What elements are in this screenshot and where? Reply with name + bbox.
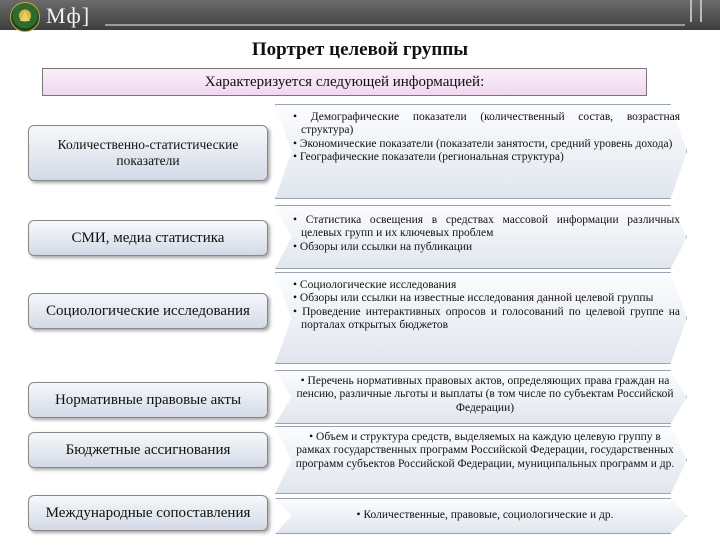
bullet-list-media	[290, 214, 680, 254]
category-box-budget: Бюджетные ассигнования	[28, 432, 268, 468]
bullet-list-international	[292, 509, 678, 522]
bullet-item: • Экономические показатели (показатели занятости, средний уровень дохода)	[290, 138, 680, 151]
category-box-media: СМИ, медиа статистика	[28, 220, 268, 256]
bullet-list-budget	[292, 431, 678, 471]
subtitle-box: Характеризуется следующей информацией:	[42, 68, 647, 96]
bullet-item: • Объем и структура средств, выделяемых на каждую целевую группу в рамках государственных программ Российской Федерации, государственных программ субъектов Российской Федерации, муниципальных программ и др.	[292, 431, 678, 471]
bullet-item: • Обзоры или ссылки на известные исследования данной целевой группы	[290, 292, 680, 305]
top-bar	[0, 0, 720, 30]
bullet-item: • Перечень нормативных правовых актов, определяющих права граждан на пенсию, различные льготы и выплаты (в том числе по субъектам Российской Федерации)	[292, 375, 678, 415]
category-box-legal-acts: Нормативные правовые акты	[28, 382, 268, 418]
corner-decoration	[690, 0, 702, 22]
page-title: Портрет целевой группы	[251, 39, 469, 60]
bullet-list-quantitative	[290, 111, 680, 164]
bullet-list-sociological	[290, 279, 680, 332]
bullet-item: • Географические показатели (региональная структура)	[290, 151, 680, 164]
bullet-item: • Обзоры или ссылки на публикации	[290, 241, 680, 254]
bullet-item: • Демографические показатели (количественный состав, возрастная структура)	[290, 111, 680, 138]
bullet-item: • Проведение интерактивных опросов и голосований по целевой группе на порталах открытых бюджетов	[290, 306, 680, 333]
category-box-sociological: Социологические исследования	[28, 293, 268, 329]
bullet-item: • Статистика освещения в средствах массовой информации различных целевых групп и их ключевых проблем	[290, 214, 680, 241]
bullet-list-legal-acts	[292, 375, 678, 415]
category-box-international: Международные сопоставления	[28, 495, 268, 531]
category-box-quantitative: Количественно-статистические показатели	[28, 125, 268, 181]
divider	[105, 24, 685, 26]
bullet-item: • Социологические исследования	[290, 279, 680, 292]
emblem-logo-icon	[10, 2, 40, 32]
bullet-item: • Количественные, правовые, социологические и др.	[292, 509, 678, 522]
logo-text: Мф]	[46, 3, 91, 28]
